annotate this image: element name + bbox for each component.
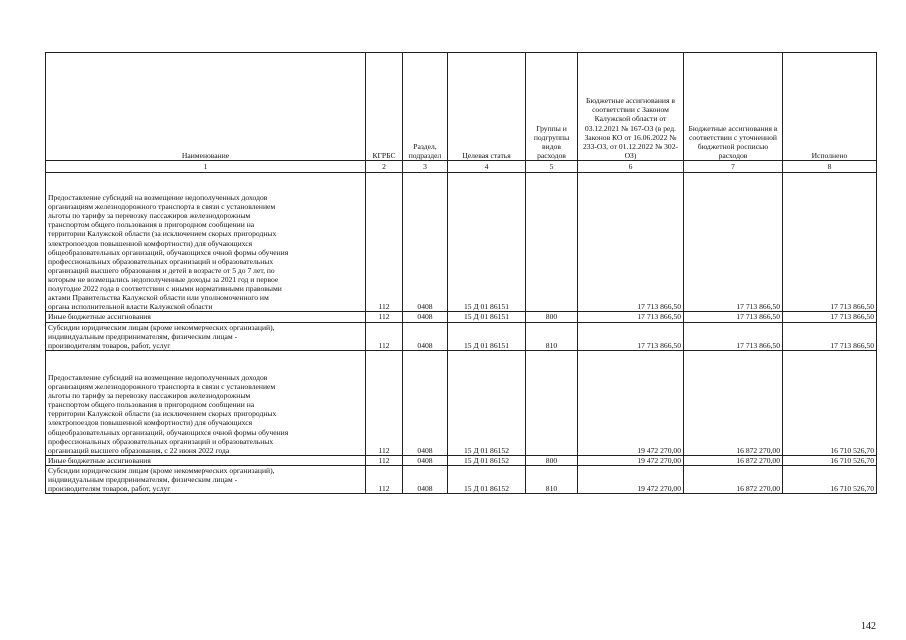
row-target: 15 Д 01 86152 [448, 465, 526, 493]
row-refined: 17 713 866,50 [684, 312, 783, 322]
row-executed: 16 710 526,70 [783, 350, 877, 455]
row-group: 800 [526, 455, 578, 465]
row-group [526, 350, 578, 455]
table-row [46, 322, 877, 350]
header-section: Раздел, подраздел [403, 53, 448, 161]
row-refined: 16 872 270,00 [684, 465, 783, 493]
table-row [46, 465, 877, 493]
row-group: 810 [526, 322, 578, 350]
row-kgrbs: 112 [366, 465, 403, 493]
row-name: Предоставление субсидий на возмещение недополученных доходов организациям железнодорожного транспорта в связи с установлением льготы по тарифу за перевозку пассажиров железнодорожным транспортом общего пользования в пригородном сообщении на территории Калужской области (за исключением скорых пригородных электропоездов повышенной комфортности) для обучающихся общеобразовательных организаций, обучающихся очной формы обучения профессиональных образовательных организаций и образовательных организаций высшего образования и детей в возрасте от 5 до 7 лет, по которым не возмещались недополученные доходы за 2021 год и первое полугодие 2022 года в соответствии с иными нормативными правовыми актами Правительства Калужской области или уполномоченного им органа исполнительной власти Калужской области [46, 173, 366, 312]
row-group: 810 [526, 465, 578, 493]
row-kgrbs: 112 [366, 312, 403, 322]
column-number: 7 [684, 161, 783, 173]
row-group: 800 [526, 312, 578, 322]
column-number-row [46, 161, 877, 173]
row-approved: 17 713 866,50 [578, 173, 684, 312]
header-refined: Бюджетные ассигнования в соответствии с уточненной бюджетной росписью расходов [684, 53, 783, 161]
column-number: 5 [526, 161, 578, 173]
table-row [46, 312, 877, 322]
column-number: 3 [403, 161, 448, 173]
header-group: Группы и подгруппы видов расходов [526, 53, 578, 161]
budget-table [45, 52, 877, 494]
row-refined: 16 872 270,00 [684, 350, 783, 455]
row-approved: 19 472 270,00 [578, 350, 684, 455]
row-executed: 17 713 866,50 [783, 322, 877, 350]
header-approved: Бюджетные ассигнования в соответствии с Законом Калужской области от 03.12.2021 № 167-ОЗ (в ред. Законов КО от 16.06.2022 № 233-ОЗ, от 01.12.2022 № 302-ОЗ) [578, 53, 684, 161]
row-kgrbs: 112 [366, 173, 403, 312]
header-name: Наименование [46, 53, 366, 161]
row-section: 0408 [403, 350, 448, 455]
column-number: 4 [448, 161, 526, 173]
header-target: Целевая статья [448, 53, 526, 161]
row-kgrbs: 112 [366, 322, 403, 350]
row-name: Иные бюджетные ассигнования [46, 312, 366, 322]
row-refined: 17 713 866,50 [684, 173, 783, 312]
row-target: 15 Д 01 86151 [448, 322, 526, 350]
header-kgrbs: КГРБС [366, 53, 403, 161]
row-section: 0408 [403, 455, 448, 465]
table-row [46, 350, 877, 455]
row-name: Субсидии юридическим лицам (кроме некоммерческих организаций), индивидуальным предпринимателям, физическим лицам - производителям товаров, работ, услуг [46, 465, 366, 493]
column-number: 1 [46, 161, 366, 173]
row-executed: 16 710 526,70 [783, 455, 877, 465]
row-name: Иные бюджетные ассигнования [46, 455, 366, 465]
row-group [526, 173, 578, 312]
header-row [46, 53, 877, 161]
header-executed: Исполнено [783, 53, 877, 161]
row-target: 15 Д 01 86152 [448, 455, 526, 465]
row-section: 0408 [403, 322, 448, 350]
row-refined: 16 872 270,00 [684, 455, 783, 465]
row-executed: 17 713 866,50 [783, 173, 877, 312]
row-kgrbs: 112 [366, 455, 403, 465]
column-number: 8 [783, 161, 877, 173]
row-approved: 17 713 866,50 [578, 312, 684, 322]
row-name: Субсидии юридическим лицам (кроме некоммерческих организаций), индивидуальным предпринимателям, физическим лицам - производителям товаров, работ, услуг [46, 322, 366, 350]
row-approved: 17 713 866,50 [578, 322, 684, 350]
row-target: 15 Д 01 86151 [448, 173, 526, 312]
page-number: 142 [861, 621, 876, 632]
row-section: 0408 [403, 465, 448, 493]
row-refined: 17 713 866,50 [684, 322, 783, 350]
column-number: 2 [366, 161, 403, 173]
row-target: 15 Д 01 86152 [448, 350, 526, 455]
row-executed: 16 710 526,70 [783, 465, 877, 493]
row-kgrbs: 112 [366, 350, 403, 455]
row-name: Предоставление субсидий на возмещение недополученных доходов организациям железнодорожного транспорта в связи с установлением льготы по тарифу за перевозку пассажиров железнодорожным транспортом общего пользования в пригородном сообщении на территории Калужской области (за исключением скорых пригородных электропоездов повышенной комфортности) для обучающихся общеобразовательных организаций, обучающихся очной формы обучения профессиональных образовательных организаций и образовательных организаций высшего образования, с 22 июня 2022 года [46, 350, 366, 455]
row-section: 0408 [403, 173, 448, 312]
row-section: 0408 [403, 312, 448, 322]
row-executed: 17 713 866,50 [783, 312, 877, 322]
row-approved: 19 472 270,00 [578, 465, 684, 493]
row-approved: 19 472 270,00 [578, 455, 684, 465]
table-row [46, 455, 877, 465]
table-row [46, 173, 877, 312]
row-target: 15 Д 01 86151 [448, 312, 526, 322]
column-number: 6 [578, 161, 684, 173]
